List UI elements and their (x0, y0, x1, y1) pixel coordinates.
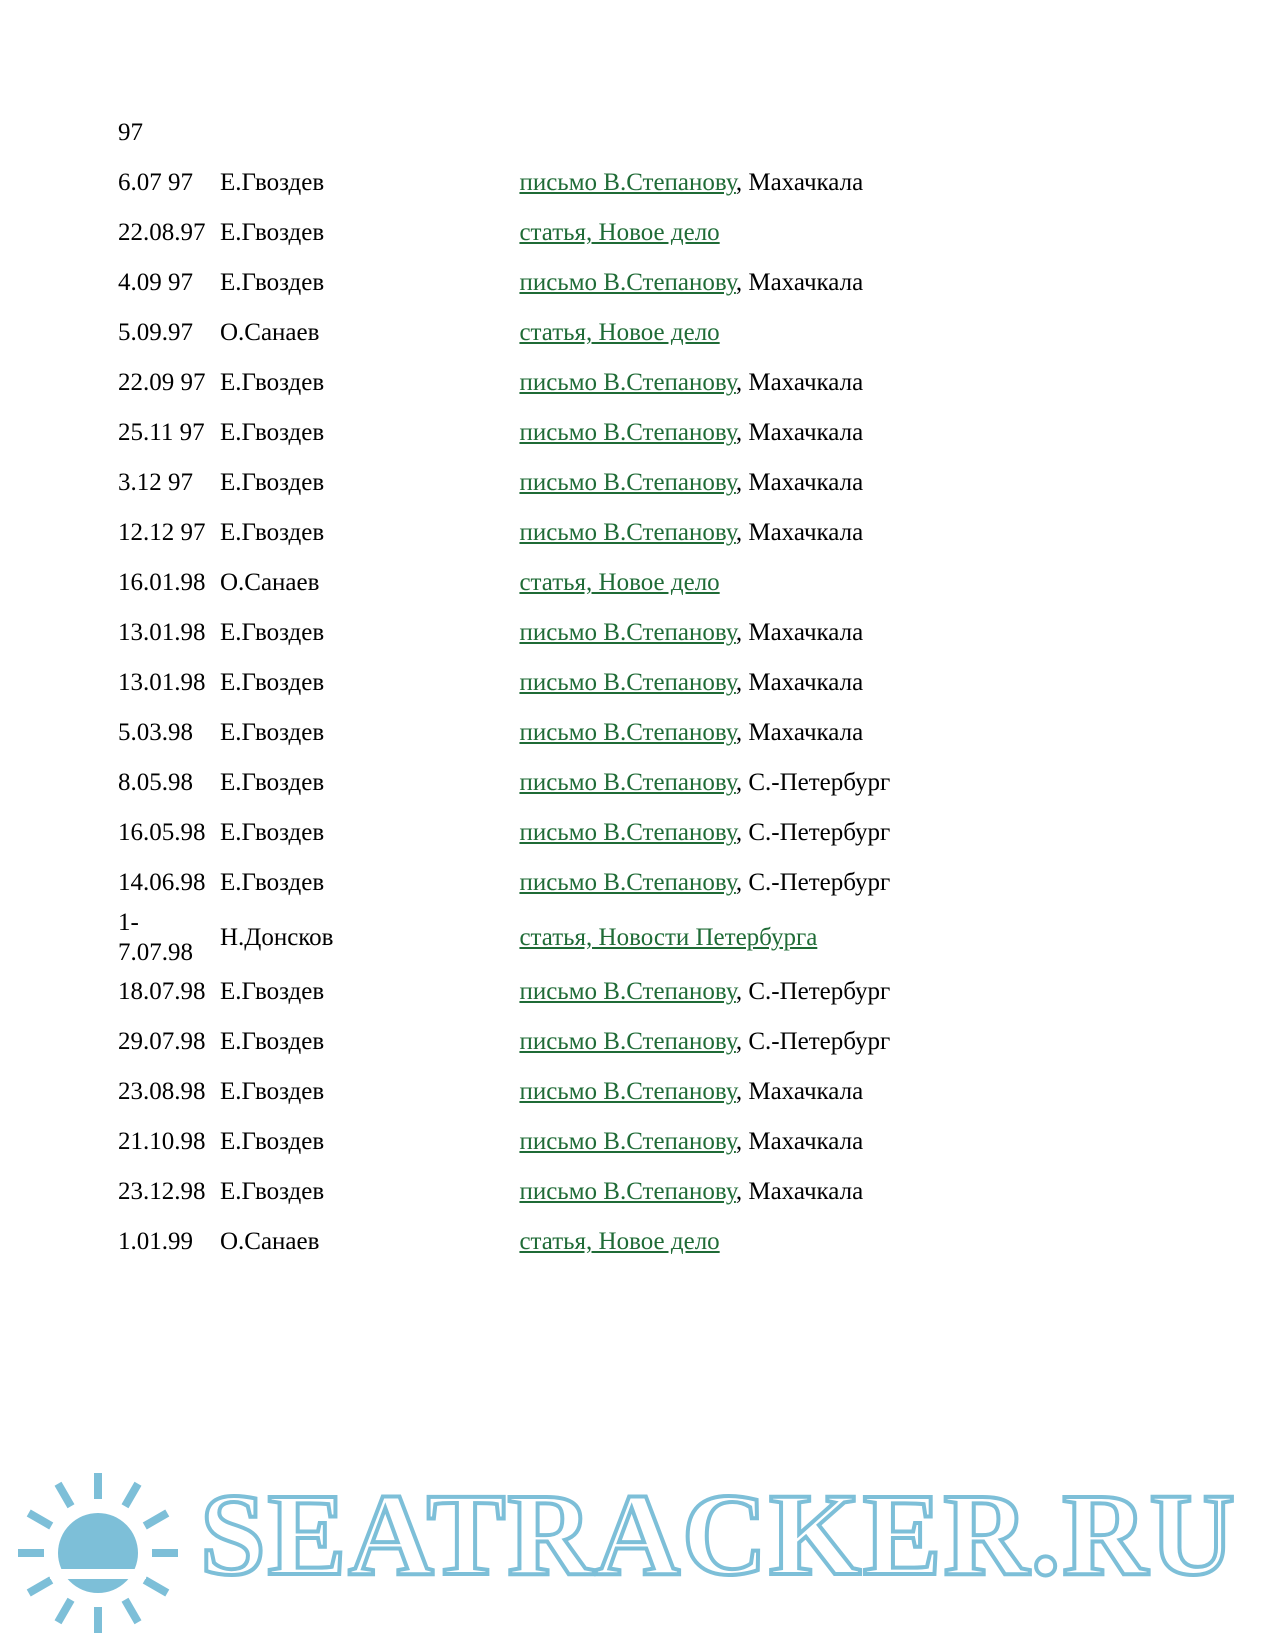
source-link[interactable]: письмо В.Степанову (519, 978, 736, 1006)
source-link[interactable]: письмо В.Степанову (519, 1128, 736, 1156)
cell-date: 23.12.98 (118, 1178, 206, 1206)
table-row (118, 108, 1178, 158)
cell-date: 97 (118, 119, 143, 147)
cell-date: 23.08.98 (118, 1078, 206, 1106)
source-link[interactable]: письмо В.Степанову (519, 619, 736, 647)
table-row (118, 908, 1178, 967)
cell-author: О.Санаев (219, 319, 320, 347)
cell-author: Е.Гвоздев (219, 419, 325, 447)
cell-source (519, 108, 1178, 158)
cell-date: 5.03.98 (118, 719, 193, 747)
cell-source (519, 858, 1178, 908)
cell-date: 18.07.98 (118, 978, 206, 1006)
source-location: , Махачкала (735, 519, 864, 547)
source-link[interactable]: письмо В.Степанову (519, 769, 736, 797)
cell-author (220, 108, 519, 158)
cell-author: Е.Гвоздев (219, 619, 325, 647)
cell-author: Н.Донсков (219, 923, 334, 951)
table-row (118, 1017, 1178, 1067)
cell-source (519, 508, 1178, 558)
source-location: , Махачкала (735, 619, 864, 647)
source-location: , Махачкала (735, 719, 864, 747)
source-location: , Махачкала (735, 419, 864, 447)
table-row (118, 208, 1178, 258)
source-link[interactable]: письмо В.Степанову (519, 819, 736, 847)
cell-source (519, 908, 1178, 967)
cell-source (519, 608, 1178, 658)
cell-author: Е.Гвоздев (219, 1028, 325, 1056)
cell-source (519, 758, 1178, 808)
cell-source (519, 1067, 1178, 1117)
cell-date: 16.05.98 (118, 819, 206, 847)
source-link[interactable]: письмо В.Степанову (519, 369, 736, 397)
source-link[interactable]: письмо В.Степанову (519, 869, 736, 897)
source-location: , С.-Петербург (735, 769, 891, 797)
source-link[interactable]: статья, Новое дело (519, 319, 720, 347)
cell-date: 14.06.98 (118, 869, 206, 897)
cell-source (519, 308, 1178, 358)
source-location: , Махачкала (735, 1128, 864, 1156)
cell-source (519, 967, 1178, 1017)
table-row (118, 1117, 1178, 1167)
source-link[interactable]: письмо В.Степанову (519, 669, 736, 697)
source-link[interactable]: письмо В.Степанову (519, 269, 736, 297)
cell-author: Е.Гвоздев (219, 819, 325, 847)
table-row (118, 158, 1178, 208)
table-row (118, 658, 1178, 708)
cell-source (519, 458, 1178, 508)
table-row (118, 508, 1178, 558)
table-row (118, 1167, 1178, 1217)
table-row (118, 308, 1178, 358)
cell-author: Е.Гвоздев (219, 369, 325, 397)
watermark (10, 1415, 1264, 1645)
cell-date: 22.08.97 (118, 219, 206, 247)
cell-author: О.Санаев (219, 1228, 320, 1256)
cell-date: 13.01.98 (118, 669, 206, 697)
table-row (118, 758, 1178, 808)
source-location: , Махачкала (735, 169, 864, 197)
cell-date: 22.09 97 (118, 369, 206, 397)
source-link[interactable]: письмо В.Степанову (519, 1028, 736, 1056)
cell-author: Е.Гвоздев (219, 869, 325, 897)
table-row (118, 558, 1178, 608)
cell-source (519, 408, 1178, 458)
cell-source (519, 658, 1178, 708)
sun-logo-icon (18, 1473, 178, 1633)
table-row (118, 608, 1178, 658)
cell-author: Е.Гвоздев (219, 219, 325, 247)
source-location: , Махачкала (735, 1178, 864, 1206)
source-link[interactable]: письмо В.Степанову (519, 1178, 736, 1206)
cell-author: Е.Гвоздев (219, 269, 325, 297)
cell-author: Е.Гвоздев (219, 169, 325, 197)
table-row (118, 808, 1178, 858)
cell-author: Е.Гвоздев (219, 469, 325, 497)
cell-source (519, 208, 1178, 258)
cell-author: Е.Гвоздев (219, 1128, 325, 1156)
source-link[interactable]: статья, Новости Петербурга (519, 923, 818, 951)
cell-author: Е.Гвоздев (219, 1178, 325, 1206)
source-location: , С.-Петербург (735, 1028, 891, 1056)
table-row (118, 967, 1178, 1017)
cell-author: Е.Гвоздев (219, 978, 325, 1006)
cell-date: 13.01.98 (118, 619, 206, 647)
source-link[interactable]: статья, Новое дело (519, 219, 720, 247)
cell-source (519, 1117, 1178, 1167)
source-link[interactable]: письмо В.Степанову (519, 519, 736, 547)
table-row (118, 858, 1178, 908)
source-link[interactable]: письмо В.Степанову (519, 719, 736, 747)
source-link[interactable]: письмо В.Степанову (519, 419, 736, 447)
table-row (118, 458, 1178, 508)
source-location: , Махачкала (735, 369, 864, 397)
cell-source (519, 708, 1178, 758)
table-row (118, 408, 1178, 458)
source-location: , С.-Петербург (735, 869, 891, 897)
source-link[interactable]: статья, Новое дело (519, 569, 720, 597)
cell-author: О.Санаев (219, 569, 320, 597)
source-location: , Махачкала (735, 669, 864, 697)
cell-date: 12.12 97 (118, 519, 206, 547)
cell-source (519, 1017, 1178, 1067)
cell-source (519, 258, 1178, 308)
cell-date: 1.01.99 (118, 1228, 193, 1256)
cell-source (519, 1217, 1178, 1267)
cell-date: 21.10.98 (118, 1128, 206, 1156)
cell-source (519, 158, 1178, 208)
source-link[interactable]: письмо В.Степанову (519, 469, 736, 497)
cell-date: 16.01.98 (118, 569, 206, 597)
cell-date: 3.12 97 (118, 469, 193, 497)
watermark-text: SEATRACKER.RU (200, 1469, 1237, 1600)
source-location: , С.-Петербург (735, 978, 891, 1006)
cell-date: 5.09.97 (118, 319, 193, 347)
source-location: , С.-Петербург (735, 819, 891, 847)
cell-date: 29.07.98 (118, 1028, 206, 1056)
source-location: , Махачкала (735, 1078, 864, 1106)
cell-author: Е.Гвоздев (219, 669, 325, 697)
source-location: , Махачкала (735, 469, 864, 497)
source-link[interactable]: письмо В.Степанову (519, 169, 736, 197)
cell-source (519, 808, 1178, 858)
cell-date: 8.05.98 (118, 769, 193, 797)
records-table-body (118, 108, 1178, 1267)
cell-date: 25.11 97 (118, 419, 205, 447)
table-row (118, 1067, 1178, 1117)
cell-date: 1-7.07.98 (118, 909, 193, 966)
source-link[interactable]: статья, Новое дело (519, 1228, 720, 1256)
cell-author: Е.Гвоздев (219, 719, 325, 747)
table-row (118, 708, 1178, 758)
cell-date: 6.07 97 (118, 169, 193, 197)
table-row (118, 258, 1178, 308)
source-link[interactable]: письмо В.Степанову (519, 1078, 736, 1106)
cell-source (519, 1167, 1178, 1217)
cell-author: Е.Гвоздев (219, 519, 325, 547)
records-table (118, 108, 1178, 1267)
source-location: , Махачкала (735, 269, 864, 297)
cell-date: 4.09 97 (118, 269, 193, 297)
cell-source (519, 558, 1178, 608)
cell-source (519, 358, 1178, 408)
table-row (118, 1217, 1178, 1267)
cell-author: Е.Гвоздев (219, 1078, 325, 1106)
table-row (118, 358, 1178, 408)
cell-author: Е.Гвоздев (219, 769, 325, 797)
